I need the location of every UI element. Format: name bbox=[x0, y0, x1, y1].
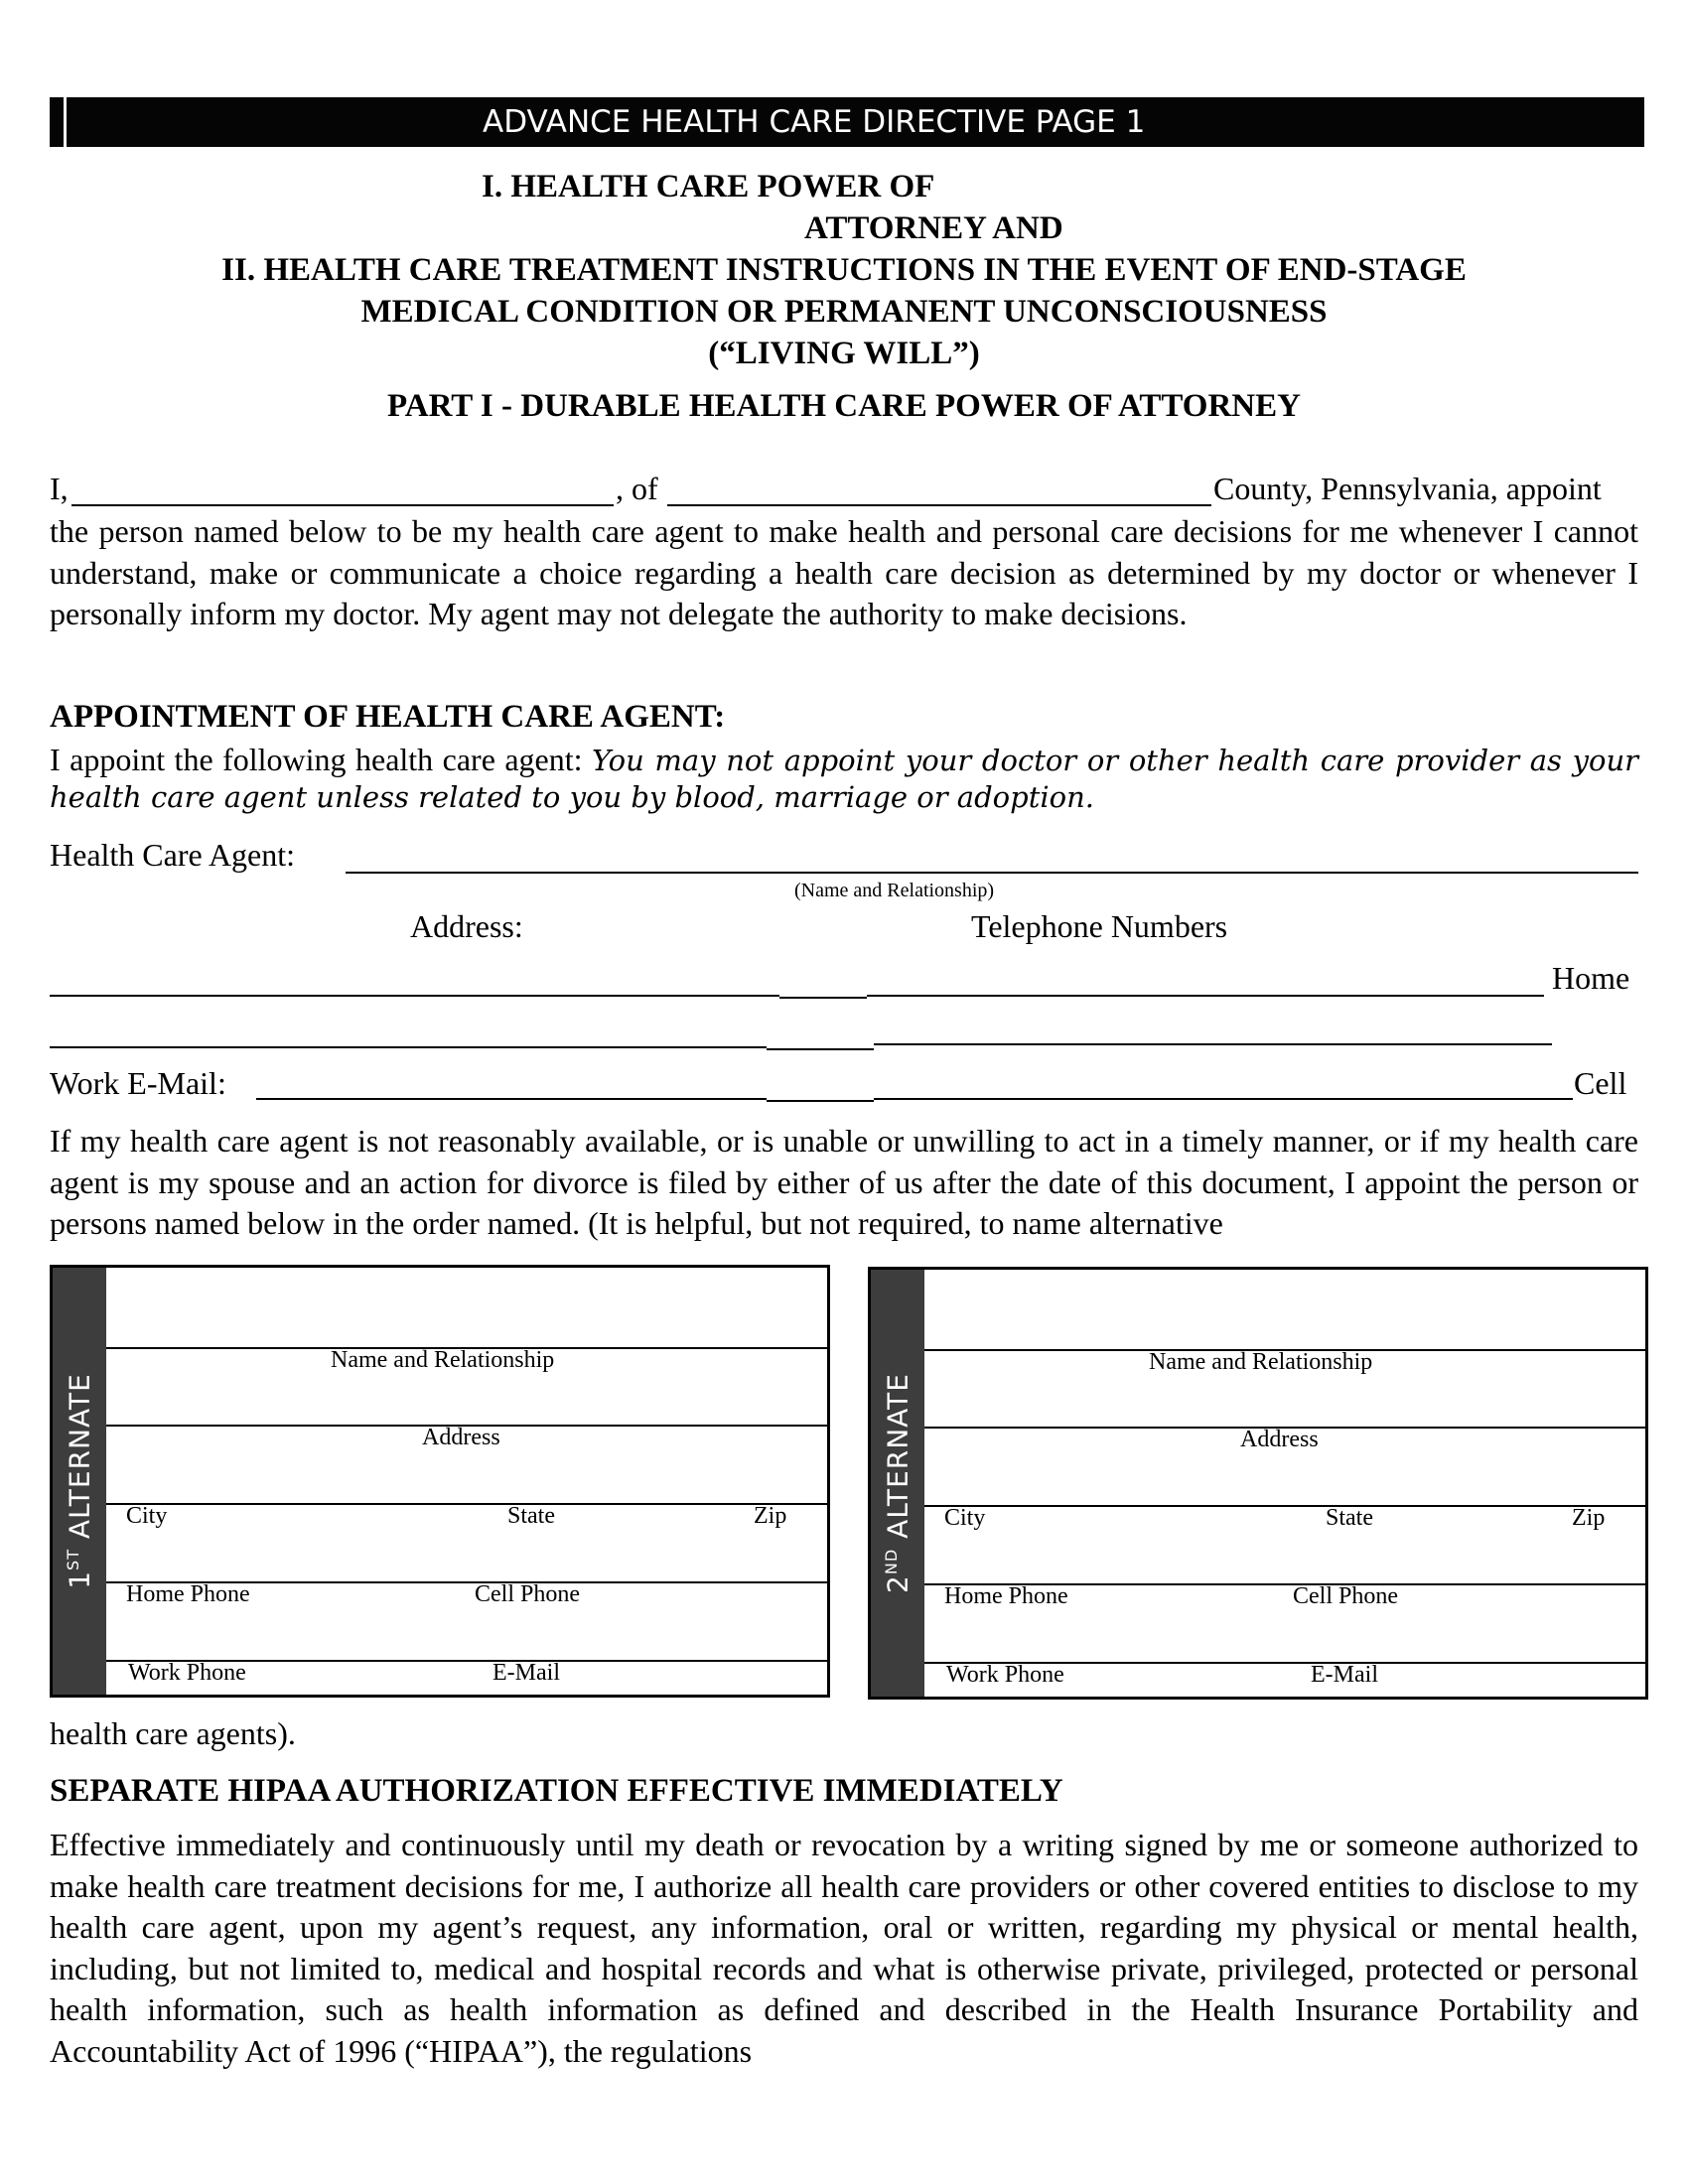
agent-address-line-1[interactable] bbox=[50, 995, 779, 997]
first-alternate-sidebar bbox=[53, 1268, 106, 1695]
intro-text: the person named below to be my health care agent to make health and personal care decisions for me whenever I cannot understand, make or communicate a choice regarding a health care decision as determined by my doctor or whenever I personally inform my doctor. My agent may not delegate the authority to make decisions. bbox=[50, 513, 1638, 631]
part-heading: PART I - DURABLE HEALTH CARE POWER OF ATTORNEY bbox=[387, 388, 1301, 424]
first-alt-city-label: City bbox=[126, 1503, 168, 1529]
first-alt-state-label: State bbox=[507, 1503, 555, 1529]
alternates-text-end: health care agents). bbox=[50, 1715, 296, 1751]
second-alt-home-phone-label: Home Phone bbox=[944, 1583, 1068, 1609]
hipaa-heading: SEPARATE HIPAA AUTHORIZATION EFFECTIVE IMMEDIATELY bbox=[50, 1773, 1063, 1809]
title-line-2: ATTORNEY AND bbox=[804, 210, 1063, 246]
first-alt-email-label: E-Mail bbox=[492, 1660, 560, 1686]
banner-title: ADVANCE HEALTH CARE DIRECTIVE PAGE 1 bbox=[483, 104, 1146, 140]
agent-address-line-2[interactable] bbox=[50, 1046, 767, 1048]
second-alt-cell-phone-label: Cell Phone bbox=[1293, 1583, 1398, 1609]
home-label: Home bbox=[1552, 960, 1630, 996]
banner-divider bbox=[64, 97, 67, 147]
page-banner bbox=[50, 97, 1644, 147]
first-alt-home-phone-label: Home Phone bbox=[126, 1581, 250, 1607]
appointment-text-plain: I appoint the following health care agent: bbox=[50, 742, 592, 777]
second-alt-email-label: E-Mail bbox=[1311, 1662, 1378, 1688]
principal-name-field[interactable] bbox=[71, 504, 614, 506]
title-line-1: I. HEALTH CARE POWER OF bbox=[482, 169, 935, 205]
agent-label: Health Care Agent: bbox=[50, 837, 296, 873]
first-alt-work-phone-label: Work Phone bbox=[128, 1660, 246, 1686]
intro-prefix: I, bbox=[50, 471, 69, 506]
first-alt-zip-label: Zip bbox=[754, 1503, 787, 1529]
agent-name-field[interactable] bbox=[346, 872, 1638, 874]
agent-email-field[interactable] bbox=[256, 1098, 767, 1100]
first-alt-address-label: Address bbox=[422, 1425, 500, 1450]
cell-label: Cell bbox=[1574, 1065, 1627, 1101]
second-alt-city-row[interactable] bbox=[924, 1505, 1645, 1507]
agent-work-phone-field[interactable] bbox=[874, 1043, 1552, 1045]
appointment-text bbox=[50, 742, 1638, 815]
first-alternate-title: 1ST ALTERNATE bbox=[63, 1373, 96, 1589]
second-alternate-sidebar bbox=[871, 1270, 924, 1697]
second-alternate-box bbox=[868, 1267, 1648, 1700]
county-field[interactable] bbox=[667, 504, 1211, 506]
first-alt-name-label: Name and Relationship bbox=[331, 1347, 555, 1373]
agent-cell-phone-field[interactable] bbox=[874, 1098, 1573, 1100]
appointment-text-italic: You may not appoint your doctor or other health care provider as your health care agent unless related to you by blood, marriage or adoption. bbox=[50, 744, 1638, 814]
intro-county: County, Pennsylvania, appoint bbox=[1213, 471, 1602, 506]
agent-name-caption: (Name and Relationship) bbox=[794, 880, 995, 901]
address-label: Address: bbox=[410, 908, 523, 944]
appointment-heading: APPOINTMENT OF HEALTH CARE AGENT: bbox=[50, 699, 726, 735]
second-alt-zip-label: Zip bbox=[1572, 1505, 1606, 1531]
agent-home-phone-field[interactable] bbox=[867, 995, 1544, 997]
second-alt-name-label: Name and Relationship bbox=[1149, 1349, 1373, 1375]
first-alternate-box bbox=[50, 1265, 830, 1698]
intro-of: , of bbox=[616, 471, 658, 506]
second-alt-city-label: City bbox=[944, 1505, 986, 1531]
second-alt-address-label: Address bbox=[1240, 1427, 1319, 1452]
title-line-3: II. HEALTH CARE TREATMENT INSTRUCTIONS IN THE EVENT OF END-STAGE bbox=[221, 252, 1467, 288]
alternates-text: If my health care agent is not reasonably available, or is unable or unwilling to act in a timely manner, or if my health care agent is my spouse and an action for divorce is filed by either of us after the date of this document, I appoint the person or persons named below in the order named. (It is helpful, but not required, to name alternative bbox=[50, 1123, 1638, 1241]
separator-line-2 bbox=[767, 1048, 874, 1050]
first-alt-cell-phone-label: Cell Phone bbox=[475, 1581, 580, 1607]
second-alt-work-phone-label: Work Phone bbox=[946, 1662, 1064, 1688]
first-alt-city-row[interactable] bbox=[106, 1503, 827, 1505]
second-alt-state-label: State bbox=[1326, 1505, 1373, 1531]
telephone-label: Telephone Numbers bbox=[971, 908, 1228, 944]
title-line-5: (“LIVING WILL”) bbox=[708, 336, 980, 371]
hipaa-text: Effective immediately and continuously until my death or revocation by a writing signed by me or someone authorized to make health care treatment decisions for me, I authorize all health care providers or other covered entities to disclose to my health care agent, upon my agent’s request, any information, oral or written, regarding my physical or mental health, including, but not limited to, medical and hospital records and what is otherwise private, privileged, protected or personal health information, such as health information as defined and described in the Health Insurance Portability and Accountability Act of 1996 (“HIPAA”), the regulations bbox=[50, 1827, 1638, 2069]
title-line-4: MEDICAL CONDITION OR PERMANENT UNCONSCIOUSNESS bbox=[360, 294, 1328, 330]
work-email-label: Work E-Mail: bbox=[50, 1065, 226, 1101]
separator-line-1 bbox=[779, 997, 867, 999]
separator-line-3 bbox=[767, 1100, 874, 1102]
second-alternate-title: 2ND ALTERNATE bbox=[881, 1373, 914, 1593]
